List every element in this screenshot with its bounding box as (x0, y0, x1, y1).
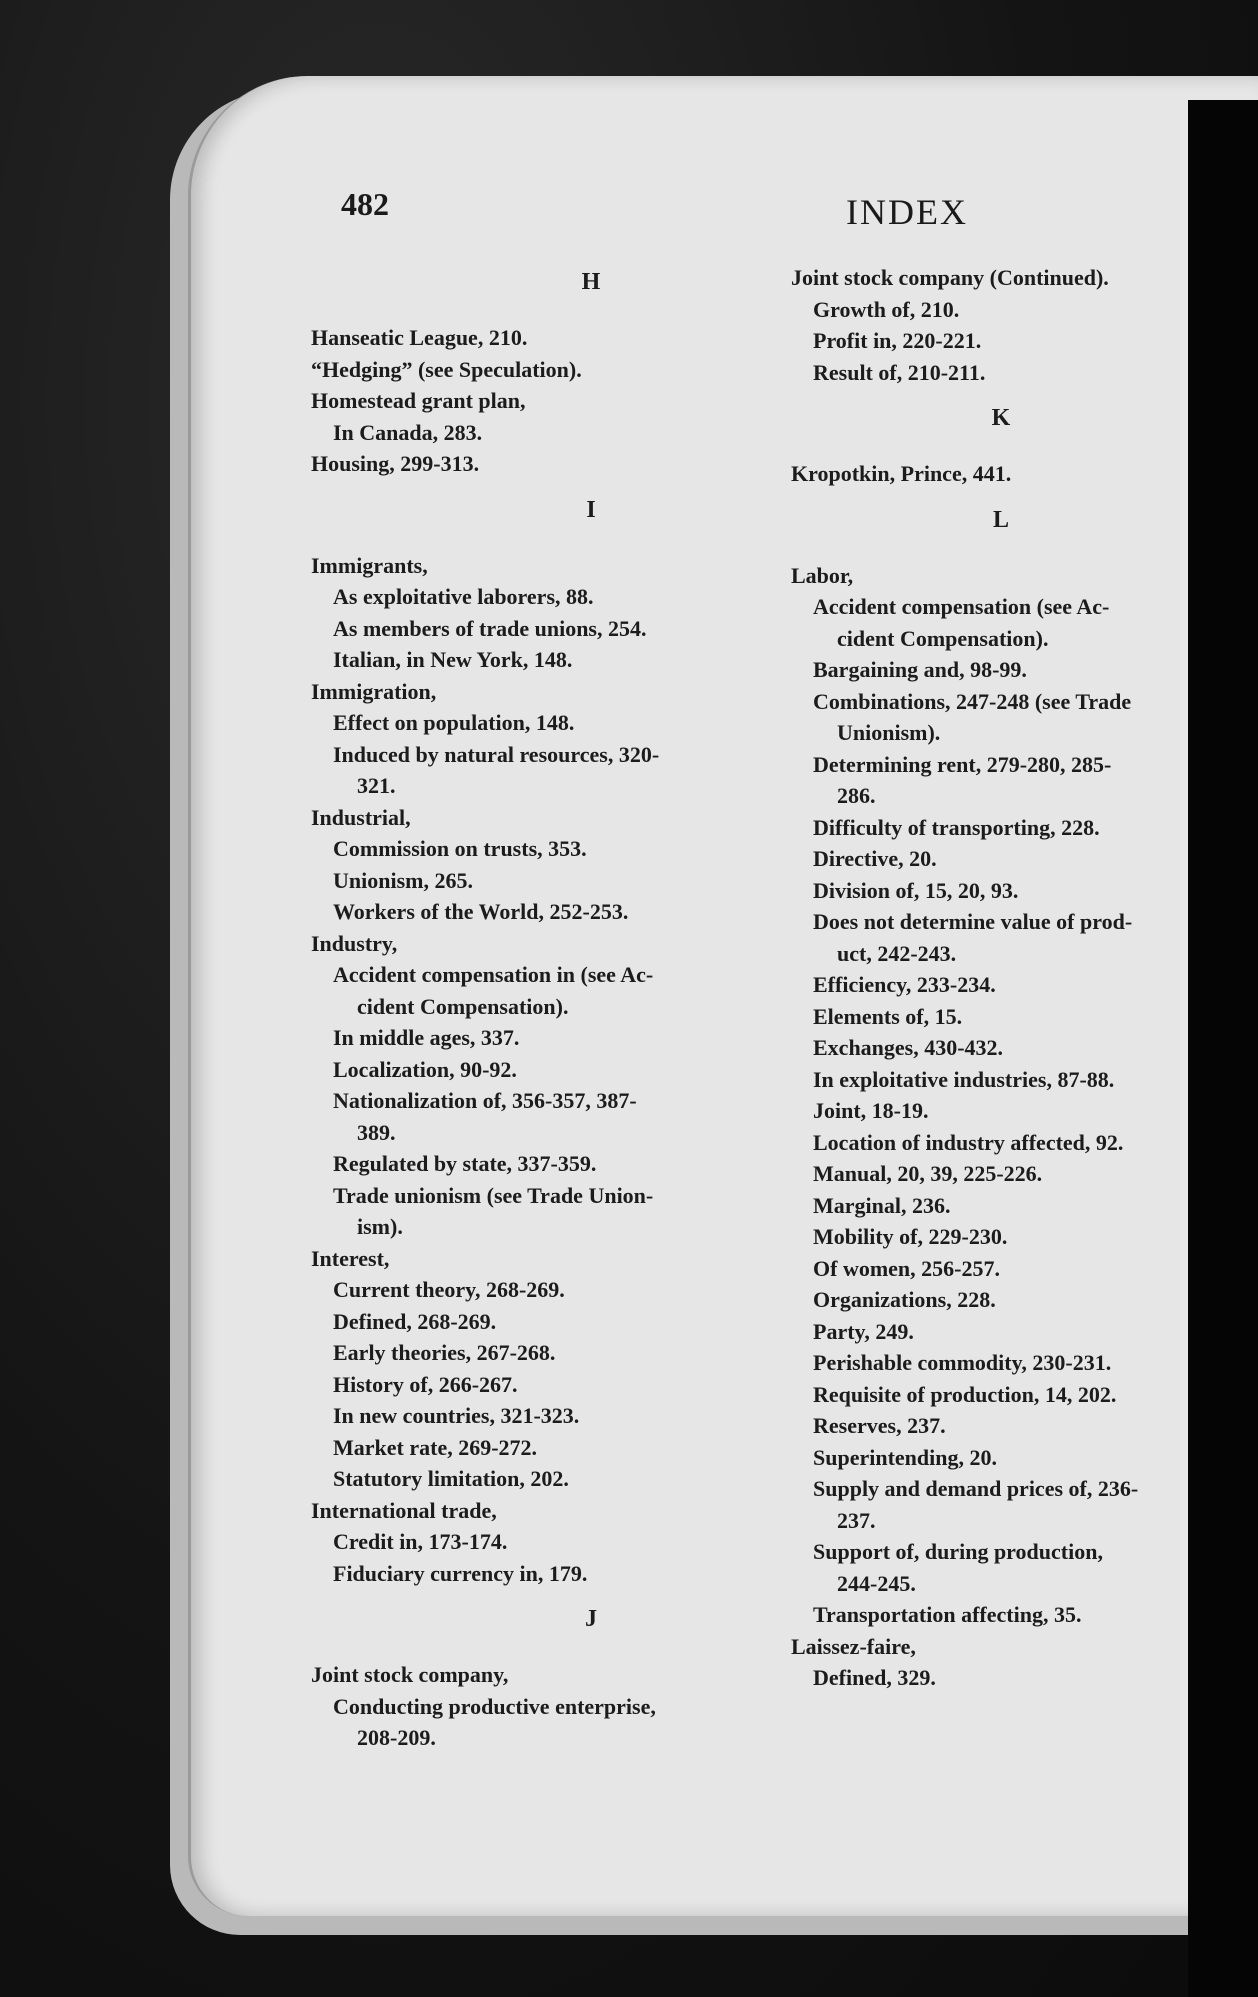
index-entry: Reserves, 237. (813, 1413, 946, 1438)
index-entry: Homestead grant plan, (311, 388, 526, 413)
index-entry: Immigrants, (311, 552, 428, 578)
index-entry: Combinations, 247-248 (see Trade (813, 688, 1132, 714)
index-entry: Italian, in New York, 148. (333, 647, 573, 672)
index-entry: Efficiency, 233-234. (813, 972, 996, 997)
index-entry: Transportation affecting, 35. (813, 1602, 1082, 1627)
index-entry: In exploitative industries, 87-88. (813, 1066, 1115, 1092)
index-entry: Does not determine value of prod- (813, 909, 1133, 934)
index-section (791, 396, 1211, 490)
index-entry-continuation: 321. (357, 773, 396, 798)
index-entry: Credit in, 173-174. (333, 1529, 508, 1554)
index-entry: Induced by natural resources, 320- (333, 741, 660, 767)
index-entry: Immigration, (311, 678, 437, 704)
index-entry: Growth of, 210. (813, 296, 960, 322)
index-entry: Industry, (311, 930, 398, 956)
index-section (311, 260, 871, 480)
index-entry-continuation: 286. (837, 783, 876, 808)
index-section (311, 1597, 871, 1754)
index-entry: Unionism, 265. (333, 867, 473, 893)
index-entry: Joint, 18-19. (813, 1098, 929, 1123)
index-entry: History of, 266-267. (333, 1371, 518, 1397)
index-entry: Accident compensation in (see Ac- (333, 962, 654, 987)
index-entry: Labor, (791, 562, 854, 588)
index-entry: Joint stock company, (311, 1662, 509, 1687)
index-entry: Superintending, 20. (813, 1444, 997, 1470)
index-entry: Localization, 90-92. (333, 1056, 517, 1082)
index-entry: In Canada, 283. (333, 419, 483, 445)
section-letter: L (992, 506, 1009, 533)
index-section (791, 262, 1211, 388)
index-entry: In new countries, 321-323. (333, 1403, 580, 1428)
index-section (311, 488, 871, 1590)
index-entry: Regulated by state, 337-359. (333, 1151, 597, 1176)
section-letter: K (991, 405, 1011, 431)
running-head: INDEX (846, 192, 968, 232)
scan-right-edge (1188, 100, 1258, 1997)
index-entry: Industrial, (311, 804, 411, 830)
index-entry: Party, 249. (813, 1318, 914, 1344)
index-entry: Exchanges, 430-432. (813, 1035, 1004, 1060)
index-entry: Effect on population, 148. (333, 710, 575, 735)
index-entry: Directive, 20. (813, 846, 937, 871)
index-entry-continuation: 244-245. (837, 1570, 916, 1596)
index-entry: Workers of the World, 252-253. (333, 899, 629, 924)
index-entry-continuation: 389. (357, 1119, 396, 1145)
index-entry: As members of trade unions, 254. (333, 615, 647, 641)
index-entry: Housing, 299-313. (311, 451, 480, 476)
index-entry: Current theory, 268-269. (333, 1277, 565, 1302)
index-entry: Hanseatic League, 210. (311, 325, 528, 350)
index-entry-continuation: Unionism). (837, 720, 941, 745)
index-entry: In middle ages, 337. (333, 1025, 520, 1050)
index-entry: Nationalization of, 356-357, 387- (333, 1088, 637, 1113)
index-entry: International trade, (311, 1497, 497, 1523)
right-index-column (791, 262, 1211, 1694)
index-entry: Division of, 15, 20, 93. (813, 877, 1019, 903)
section-letter: I (586, 496, 596, 523)
index-entry: Of women, 256-257. (813, 1255, 1000, 1281)
index-entry: Support of, during production, (813, 1539, 1103, 1564)
index-entry-continuation: cident Compensation). (837, 625, 1049, 651)
index-entry: Manual, 20, 39, 225-226. (813, 1161, 1043, 1186)
index-entry: Commission on trusts, 353. (333, 836, 587, 861)
index-entry: Kropotkin, Prince, 441. (791, 461, 1012, 486)
index-entry: Interest, (311, 1245, 390, 1271)
index-entry: As exploitative laborers, 88. (333, 584, 594, 609)
page-number: 482 (341, 186, 389, 222)
index-entry: Difficulty of transporting, 228. (813, 814, 1100, 840)
index-entry: “Hedging” (see Speculation). (311, 356, 582, 382)
index-entry: Statutory limitation, 202. (333, 1466, 569, 1491)
index-entry: Result of, 210-211. (813, 359, 986, 385)
index-entry: Conducting productive enterprise, (333, 1693, 656, 1719)
index-entry: Trade unionism (see Trade Union- (333, 1182, 654, 1208)
index-entry: Joint stock company (Continued). (791, 265, 1109, 290)
book-page (188, 76, 1258, 1916)
page-header (331, 186, 1231, 246)
index-entry-continuation: cident Compensation). (357, 993, 569, 1019)
index-entry: Location of industry affected, 92. (813, 1129, 1124, 1155)
index-entry: Fiduciary currency in, 179. (333, 1560, 588, 1586)
index-entry: Defined, 268-269. (333, 1308, 497, 1334)
index-entry: Elements of, 15. (813, 1003, 963, 1029)
section-letter: H (581, 269, 601, 295)
index-entry: Laissez-faire, (791, 1633, 916, 1659)
index-entry: Bargaining and, 98-99. (813, 657, 1027, 682)
index-entry: Organizations, 228. (813, 1287, 996, 1312)
index-entry-continuation: 208-209. (357, 1725, 436, 1750)
index-entry-continuation: 237. (837, 1507, 876, 1533)
index-entry: Defined, 329. (813, 1665, 936, 1690)
index-entry: Perishable commodity, 230-231. (813, 1350, 1112, 1375)
index-entry-continuation: uct, 242-243. (837, 940, 957, 966)
index-entry: Profit in, 220-221. (813, 328, 982, 353)
index-entry: Marginal, 236. (813, 1192, 951, 1218)
index-entry-continuation: ism). (357, 1214, 403, 1239)
section-letter: J (585, 1606, 597, 1632)
index-section (791, 498, 1211, 1694)
index-entry: Requisite of production, 14, 202. (813, 1381, 1117, 1407)
index-entry: Determining rent, 279-280, 285- (813, 751, 1112, 777)
index-entry: Supply and demand prices of, 236- (813, 1476, 1139, 1501)
index-entry: Early theories, 267-268. (333, 1340, 556, 1365)
left-index-column (311, 252, 871, 1754)
index-entry: Accident compensation (see Ac- (813, 594, 1110, 619)
index-entry: Mobility of, 229-230. (813, 1224, 1008, 1249)
index-entry: Market rate, 269-272. (333, 1434, 538, 1460)
